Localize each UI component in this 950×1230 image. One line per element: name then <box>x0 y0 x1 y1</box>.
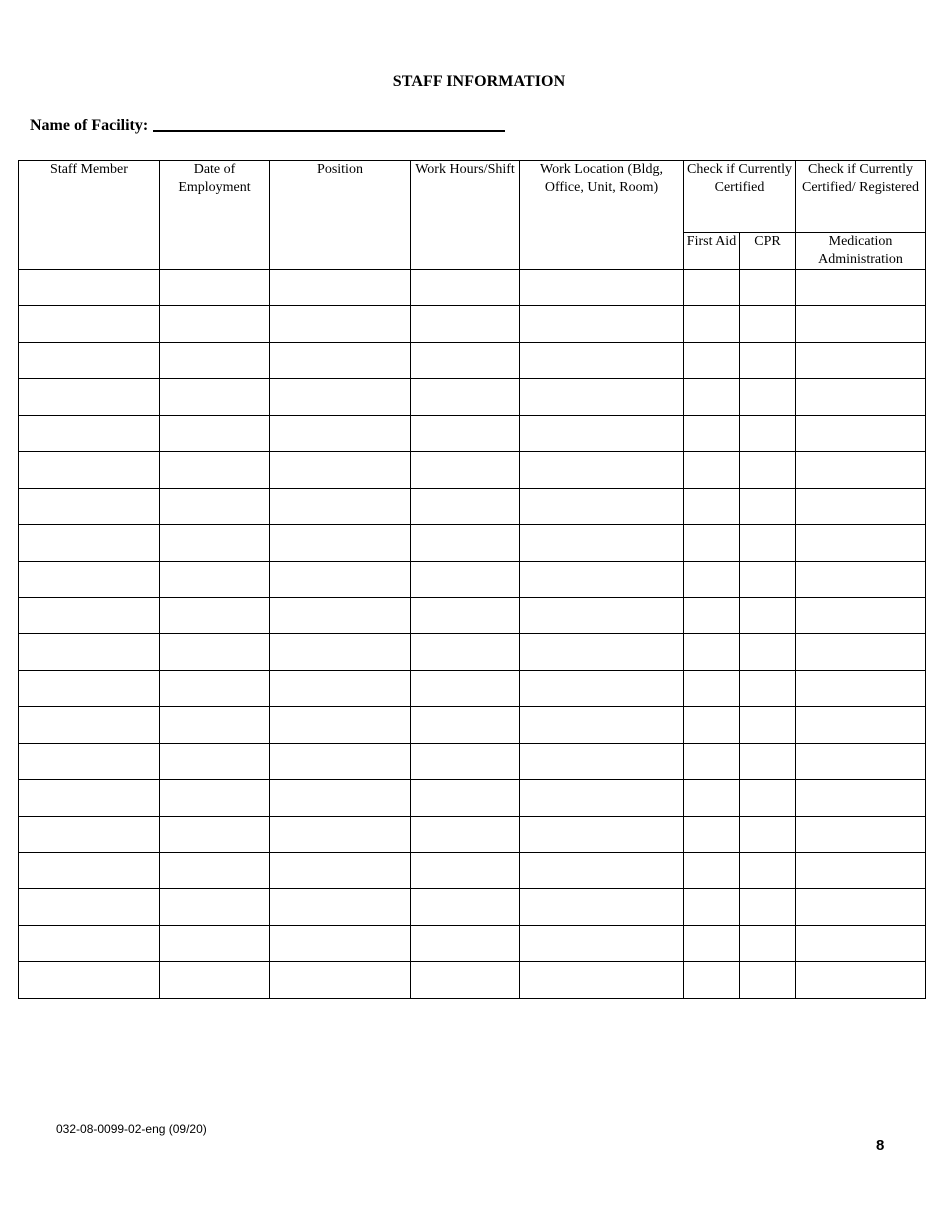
first-aid-cell[interactable] <box>684 670 740 706</box>
date-of-employment-cell[interactable] <box>160 488 270 524</box>
date-of-employment-cell[interactable] <box>160 962 270 998</box>
first-aid-cell[interactable] <box>684 488 740 524</box>
medication-administration-cell[interactable] <box>796 561 926 597</box>
work-location-cell[interactable] <box>520 561 684 597</box>
work-hours-shift-cell[interactable] <box>411 816 520 852</box>
medication-administration-cell[interactable] <box>796 780 926 816</box>
work-location-cell[interactable] <box>520 816 684 852</box>
position-cell[interactable] <box>270 670 411 706</box>
staff-member-cell[interactable] <box>19 853 160 889</box>
first-aid-cell[interactable] <box>684 707 740 743</box>
position-cell[interactable] <box>270 270 411 306</box>
facility-name-field[interactable] <box>153 114 505 132</box>
work-location-cell[interactable] <box>520 925 684 961</box>
header-check-certified: Check if Currently Certified <box>684 161 796 233</box>
date-of-employment-cell[interactable] <box>160 707 270 743</box>
staff-member-cell[interactable] <box>19 488 160 524</box>
first-aid-cell[interactable] <box>684 525 740 561</box>
table-row <box>19 270 926 306</box>
header-work-hours-shift: Work Hours/Shift <box>411 161 520 270</box>
date-of-employment-cell[interactable] <box>160 816 270 852</box>
page-title: STAFF INFORMATION <box>392 73 566 90</box>
first-aid-cell[interactable] <box>684 342 740 378</box>
work-hours-shift-cell[interactable] <box>411 889 520 925</box>
first-aid-cell[interactable] <box>684 634 740 670</box>
work-location-cell[interactable] <box>520 853 684 889</box>
table-row <box>19 889 926 925</box>
work-hours-shift-cell[interactable] <box>411 853 520 889</box>
first-aid-cell[interactable] <box>684 379 740 415</box>
first-aid-cell[interactable] <box>684 853 740 889</box>
medication-administration-cell[interactable] <box>796 962 926 998</box>
table-row <box>19 962 926 998</box>
cpr-cell[interactable] <box>740 270 796 306</box>
work-hours-shift-cell[interactable] <box>411 525 520 561</box>
staff-member-cell[interactable] <box>19 816 160 852</box>
form-code: 032-08-0099-02-eng (09/20) <box>56 1122 207 1136</box>
first-aid-cell[interactable] <box>684 597 740 633</box>
position-cell[interactable] <box>270 743 411 779</box>
date-of-employment-cell[interactable] <box>160 342 270 378</box>
work-location-cell[interactable] <box>520 962 684 998</box>
cpr-cell[interactable] <box>740 525 796 561</box>
staff-information-table <box>18 160 926 999</box>
staff-member-cell[interactable] <box>19 379 160 415</box>
medication-administration-cell[interactable] <box>796 853 926 889</box>
first-aid-cell[interactable] <box>684 561 740 597</box>
medication-administration-cell[interactable] <box>796 670 926 706</box>
staff-member-cell[interactable] <box>19 342 160 378</box>
position-cell[interactable] <box>270 415 411 451</box>
cpr-cell[interactable] <box>740 962 796 998</box>
table-row <box>19 634 926 670</box>
first-aid-cell[interactable] <box>684 816 740 852</box>
work-location-cell[interactable] <box>520 270 684 306</box>
medication-administration-cell[interactable] <box>796 306 926 342</box>
staff-member-cell[interactable] <box>19 634 160 670</box>
staff-member-cell[interactable] <box>19 306 160 342</box>
first-aid-cell[interactable] <box>684 743 740 779</box>
date-of-employment-cell[interactable] <box>160 379 270 415</box>
medication-administration-cell[interactable] <box>796 634 926 670</box>
date-of-employment-cell[interactable] <box>160 853 270 889</box>
date-of-employment-cell[interactable] <box>160 634 270 670</box>
date-of-employment-cell[interactable] <box>160 561 270 597</box>
facility-name-label: Name of Facility: <box>30 117 149 134</box>
date-of-employment-cell[interactable] <box>160 525 270 561</box>
position-cell[interactable] <box>270 306 411 342</box>
staff-member-cell[interactable] <box>19 415 160 451</box>
work-location-cell[interactable] <box>520 342 684 378</box>
work-hours-shift-cell[interactable] <box>411 306 520 342</box>
first-aid-cell[interactable] <box>684 889 740 925</box>
date-of-employment-cell[interactable] <box>160 670 270 706</box>
position-cell[interactable] <box>270 452 411 488</box>
medication-administration-cell[interactable] <box>796 525 926 561</box>
position-cell[interactable] <box>270 597 411 633</box>
work-location-cell[interactable] <box>520 488 684 524</box>
position-cell[interactable] <box>270 525 411 561</box>
staff-member-cell[interactable] <box>19 889 160 925</box>
work-location-cell[interactable] <box>520 670 684 706</box>
staff-member-cell[interactable] <box>19 743 160 779</box>
staff-member-cell[interactable] <box>19 452 160 488</box>
work-hours-shift-cell[interactable] <box>411 634 520 670</box>
table-row <box>19 816 926 852</box>
work-location-cell[interactable] <box>520 743 684 779</box>
work-hours-shift-cell[interactable] <box>411 342 520 378</box>
position-cell[interactable] <box>270 816 411 852</box>
header-staff-member: Staff Member <box>19 161 160 270</box>
table-row <box>19 925 926 961</box>
table-row <box>19 379 926 415</box>
medication-administration-cell[interactable] <box>796 488 926 524</box>
cpr-cell[interactable] <box>740 889 796 925</box>
cpr-cell[interactable] <box>740 743 796 779</box>
cpr-cell[interactable] <box>740 488 796 524</box>
work-location-cell[interactable] <box>520 379 684 415</box>
position-cell[interactable] <box>270 634 411 670</box>
work-location-cell[interactable] <box>520 707 684 743</box>
table-row <box>19 342 926 378</box>
staff-member-cell[interactable] <box>19 561 160 597</box>
work-hours-shift-cell[interactable] <box>411 452 520 488</box>
position-cell[interactable] <box>270 889 411 925</box>
work-hours-shift-cell[interactable] <box>411 780 520 816</box>
cpr-cell[interactable] <box>740 707 796 743</box>
cpr-cell[interactable] <box>740 780 796 816</box>
medication-administration-cell[interactable] <box>796 597 926 633</box>
first-aid-cell[interactable] <box>684 780 740 816</box>
date-of-employment-cell[interactable] <box>160 889 270 925</box>
table-row <box>19 597 926 633</box>
cpr-cell[interactable] <box>740 670 796 706</box>
position-cell[interactable] <box>270 925 411 961</box>
work-hours-shift-cell[interactable] <box>411 488 520 524</box>
table-row <box>19 743 926 779</box>
medication-administration-cell[interactable] <box>796 925 926 961</box>
work-location-cell[interactable] <box>520 780 684 816</box>
header-date-of-employment: Date of Employment <box>160 161 270 270</box>
work-hours-shift-cell[interactable] <box>411 743 520 779</box>
table-row <box>19 853 926 889</box>
date-of-employment-cell[interactable] <box>160 780 270 816</box>
cpr-cell[interactable] <box>740 452 796 488</box>
cpr-cell[interactable] <box>740 561 796 597</box>
date-of-employment-cell[interactable] <box>160 452 270 488</box>
position-cell[interactable] <box>270 853 411 889</box>
work-hours-shift-cell[interactable] <box>411 962 520 998</box>
medication-administration-cell[interactable] <box>796 816 926 852</box>
work-location-cell[interactable] <box>520 597 684 633</box>
work-hours-shift-cell[interactable] <box>411 597 520 633</box>
staff-member-cell[interactable] <box>19 780 160 816</box>
cpr-cell[interactable] <box>740 342 796 378</box>
date-of-employment-cell[interactable] <box>160 270 270 306</box>
staff-member-cell[interactable] <box>19 707 160 743</box>
cpr-cell[interactable] <box>740 925 796 961</box>
header-medication-administration: Medication Administration <box>796 233 926 270</box>
staff-member-cell[interactable] <box>19 962 160 998</box>
staff-member-cell[interactable] <box>19 925 160 961</box>
staff-member-cell[interactable] <box>19 597 160 633</box>
staff-member-cell[interactable] <box>19 525 160 561</box>
cpr-cell[interactable] <box>740 415 796 451</box>
first-aid-cell[interactable] <box>684 452 740 488</box>
work-location-cell[interactable] <box>520 634 684 670</box>
work-location-cell[interactable] <box>520 415 684 451</box>
medication-administration-cell[interactable] <box>796 707 926 743</box>
cpr-cell[interactable] <box>740 853 796 889</box>
table-row <box>19 452 926 488</box>
work-hours-shift-cell[interactable] <box>411 670 520 706</box>
work-location-cell[interactable] <box>520 525 684 561</box>
first-aid-cell[interactable] <box>684 306 740 342</box>
table-row <box>19 415 926 451</box>
work-hours-shift-cell[interactable] <box>411 379 520 415</box>
table-row <box>19 670 926 706</box>
cpr-cell[interactable] <box>740 634 796 670</box>
table-row <box>19 707 926 743</box>
cpr-cell[interactable] <box>740 306 796 342</box>
header-check-certified-registered: Check if Currently Certified/ Registered <box>796 161 926 233</box>
date-of-employment-cell[interactable] <box>160 597 270 633</box>
date-of-employment-cell[interactable] <box>160 925 270 961</box>
first-aid-cell[interactable] <box>684 415 740 451</box>
header-first-aid: First Aid <box>684 233 740 270</box>
staff-rows <box>19 270 926 999</box>
medication-administration-cell[interactable] <box>796 379 926 415</box>
work-location-cell[interactable] <box>520 306 684 342</box>
header-work-location: Work Location (Bldg, Office, Unit, Room) <box>520 161 684 270</box>
staff-member-cell[interactable] <box>19 670 160 706</box>
work-hours-shift-cell[interactable] <box>411 925 520 961</box>
table-row <box>19 488 926 524</box>
date-of-employment-cell[interactable] <box>160 306 270 342</box>
cpr-cell[interactable] <box>740 379 796 415</box>
table-row <box>19 306 926 342</box>
work-hours-shift-cell[interactable] <box>411 415 520 451</box>
position-cell[interactable] <box>270 962 411 998</box>
cpr-cell[interactable] <box>740 816 796 852</box>
position-cell[interactable] <box>270 707 411 743</box>
medication-administration-cell[interactable] <box>796 270 926 306</box>
cpr-cell[interactable] <box>740 597 796 633</box>
facility-name-row <box>30 114 505 135</box>
position-cell[interactable] <box>270 379 411 415</box>
position-cell[interactable] <box>270 488 411 524</box>
position-cell[interactable] <box>270 342 411 378</box>
medication-administration-cell[interactable] <box>796 415 926 451</box>
table-row <box>19 780 926 816</box>
table-row <box>19 525 926 561</box>
medication-administration-cell[interactable] <box>796 743 926 779</box>
header-position: Position <box>270 161 411 270</box>
table-row <box>19 561 926 597</box>
medication-administration-cell[interactable] <box>796 452 926 488</box>
work-hours-shift-cell[interactable] <box>411 561 520 597</box>
work-location-cell[interactable] <box>520 452 684 488</box>
date-of-employment-cell[interactable] <box>160 743 270 779</box>
position-cell[interactable] <box>270 561 411 597</box>
header-cpr: CPR <box>740 233 796 270</box>
first-aid-cell[interactable] <box>684 962 740 998</box>
date-of-employment-cell[interactable] <box>160 415 270 451</box>
medication-administration-cell[interactable] <box>796 889 926 925</box>
medication-administration-cell[interactable] <box>796 342 926 378</box>
work-hours-shift-cell[interactable] <box>411 707 520 743</box>
first-aid-cell[interactable] <box>684 925 740 961</box>
staff-member-cell[interactable] <box>19 270 160 306</box>
page-number: 8 <box>876 1137 885 1154</box>
work-location-cell[interactable] <box>520 889 684 925</box>
first-aid-cell[interactable] <box>684 270 740 306</box>
work-hours-shift-cell[interactable] <box>411 270 520 306</box>
position-cell[interactable] <box>270 780 411 816</box>
